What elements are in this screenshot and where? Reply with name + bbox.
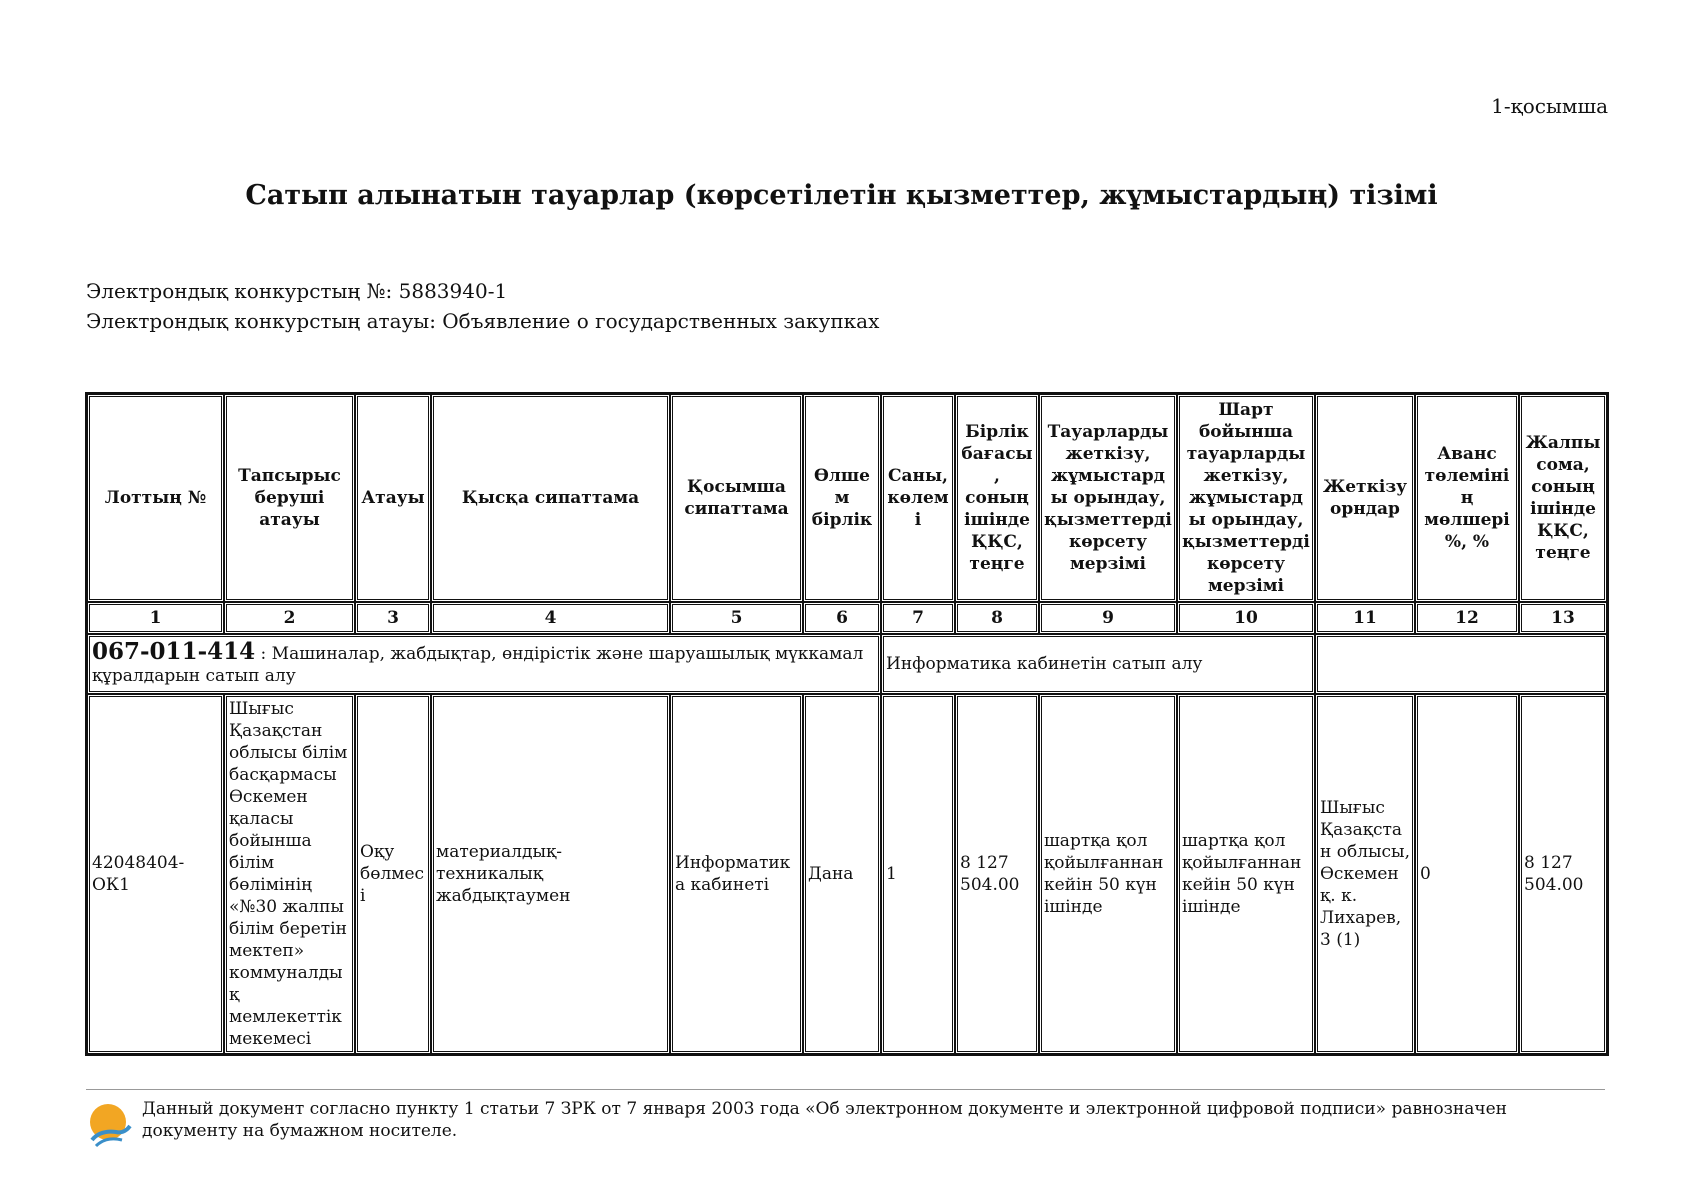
column-header: Бірлік бағасы, соның ішінде ҚҚС, теңге	[955, 394, 1039, 602]
customer-name: Шығыс Қазақстан облысы білім басқармасы Өскемен қаласы бойынша білім бөлімінің «№30 жалпы білім беретін мектеп» коммуналдық мемлекеттік мекемесі	[224, 694, 355, 1054]
column-number: 7	[881, 602, 955, 634]
delivery-place: Шығыс Қазақстан облысы, Өскемен қ. к. Лихарев, 3 (1)	[1315, 694, 1415, 1054]
group-code-cell	[87, 634, 881, 694]
annex-label: 1-қосымша	[1491, 94, 1608, 118]
column-number: 13	[1519, 602, 1607, 634]
group-name: Информатика кабинетін сатып алу	[881, 634, 1315, 694]
column-header: Жалпы сома, соның ішінде ҚҚС, теңге	[1519, 394, 1607, 602]
contest-meta	[86, 276, 879, 336]
column-number: 12	[1415, 602, 1519, 634]
column-number: 4	[431, 602, 670, 634]
column-header: Тапсырыс беруші атауы	[224, 394, 355, 602]
column-number: 2	[224, 602, 355, 634]
advance-percent: 0	[1415, 694, 1519, 1054]
lot-number: 42048404-ОК1	[87, 694, 224, 1054]
column-number: 8	[955, 602, 1039, 634]
column-number-row	[87, 602, 1607, 634]
column-number: 11	[1315, 602, 1415, 634]
column-number: 5	[670, 602, 803, 634]
total-amount: 8 127 504.00	[1519, 694, 1607, 1054]
column-header: Лоттың №	[87, 394, 224, 602]
egov-sun-logo-icon	[86, 1102, 132, 1148]
column-number: 3	[355, 602, 431, 634]
column-number: 6	[803, 602, 881, 634]
quantity: 1	[881, 694, 955, 1054]
contest-name: Электрондық конкурстың атауы: Объявление о государственных закупках	[86, 309, 880, 333]
group-code: 067-011-414	[92, 638, 256, 665]
column-header: Аванс төлемінің мөлшері %, %	[1415, 394, 1519, 602]
column-number: 10	[1177, 602, 1315, 634]
contest-number: Электрондық конкурстың №: 5883940-1	[86, 279, 508, 303]
column-header: Өлшем бірлік	[803, 394, 881, 602]
column-header: Атауы	[355, 394, 431, 602]
footer-legal-text: Данный документ согласно пункту 1 статьи 7 ЗРК от 7 января 2003 года «Об электронном документе и электронной цифровой подписи» равнозначен документу на бумажном носителе.	[142, 1099, 1507, 1141]
extra-description: Информатика кабинеті	[670, 694, 803, 1054]
column-header: Саны, көлемі	[881, 394, 955, 602]
column-header: Қосымша сипаттама	[670, 394, 803, 602]
contract-term: шартқа қол қойылғаннан кейін 50 күн ішінде	[1177, 694, 1315, 1054]
table-row	[87, 694, 1607, 1054]
header-row	[87, 394, 1607, 602]
procurement-table-container	[85, 392, 1605, 1056]
column-number: 9	[1039, 602, 1177, 634]
unit: Дана	[803, 694, 881, 1054]
column-header: Шарт бойынша тауарларды жеткізу, жұмыстарды орындау, қызметтерді көрсету мерзімі	[1177, 394, 1315, 602]
column-header: Тауарларды жеткізу, жұмыстарды орындау, қызметтерді көрсету мерзімі	[1039, 394, 1177, 602]
column-header: Қысқа сипаттама	[431, 394, 670, 602]
group-row	[87, 634, 1607, 694]
footer	[86, 1089, 1605, 1148]
short-description: материалдық-техникалық жабдықтаумен	[431, 694, 670, 1054]
page-title: Сатып алынатын тауарлар (көрсетілетін қызметтер, жұмыстардың) тізімі	[245, 180, 1438, 211]
delivery-term: шартқа қол қойылғаннан кейін 50 күн ішінде	[1039, 694, 1177, 1054]
procurement-table	[85, 392, 1609, 1056]
column-number: 1	[87, 602, 224, 634]
unit-price: 8 127 504.00	[955, 694, 1039, 1054]
item-name: Оқу бөлмесі	[355, 694, 431, 1054]
group-empty-cell	[1315, 634, 1607, 694]
column-header: Жеткізу орндар	[1315, 394, 1415, 602]
group-description: : Машиналар, жабдықтар, өндірістік және шаруашылық мүккамал құралдарын сатып алу	[92, 644, 864, 686]
